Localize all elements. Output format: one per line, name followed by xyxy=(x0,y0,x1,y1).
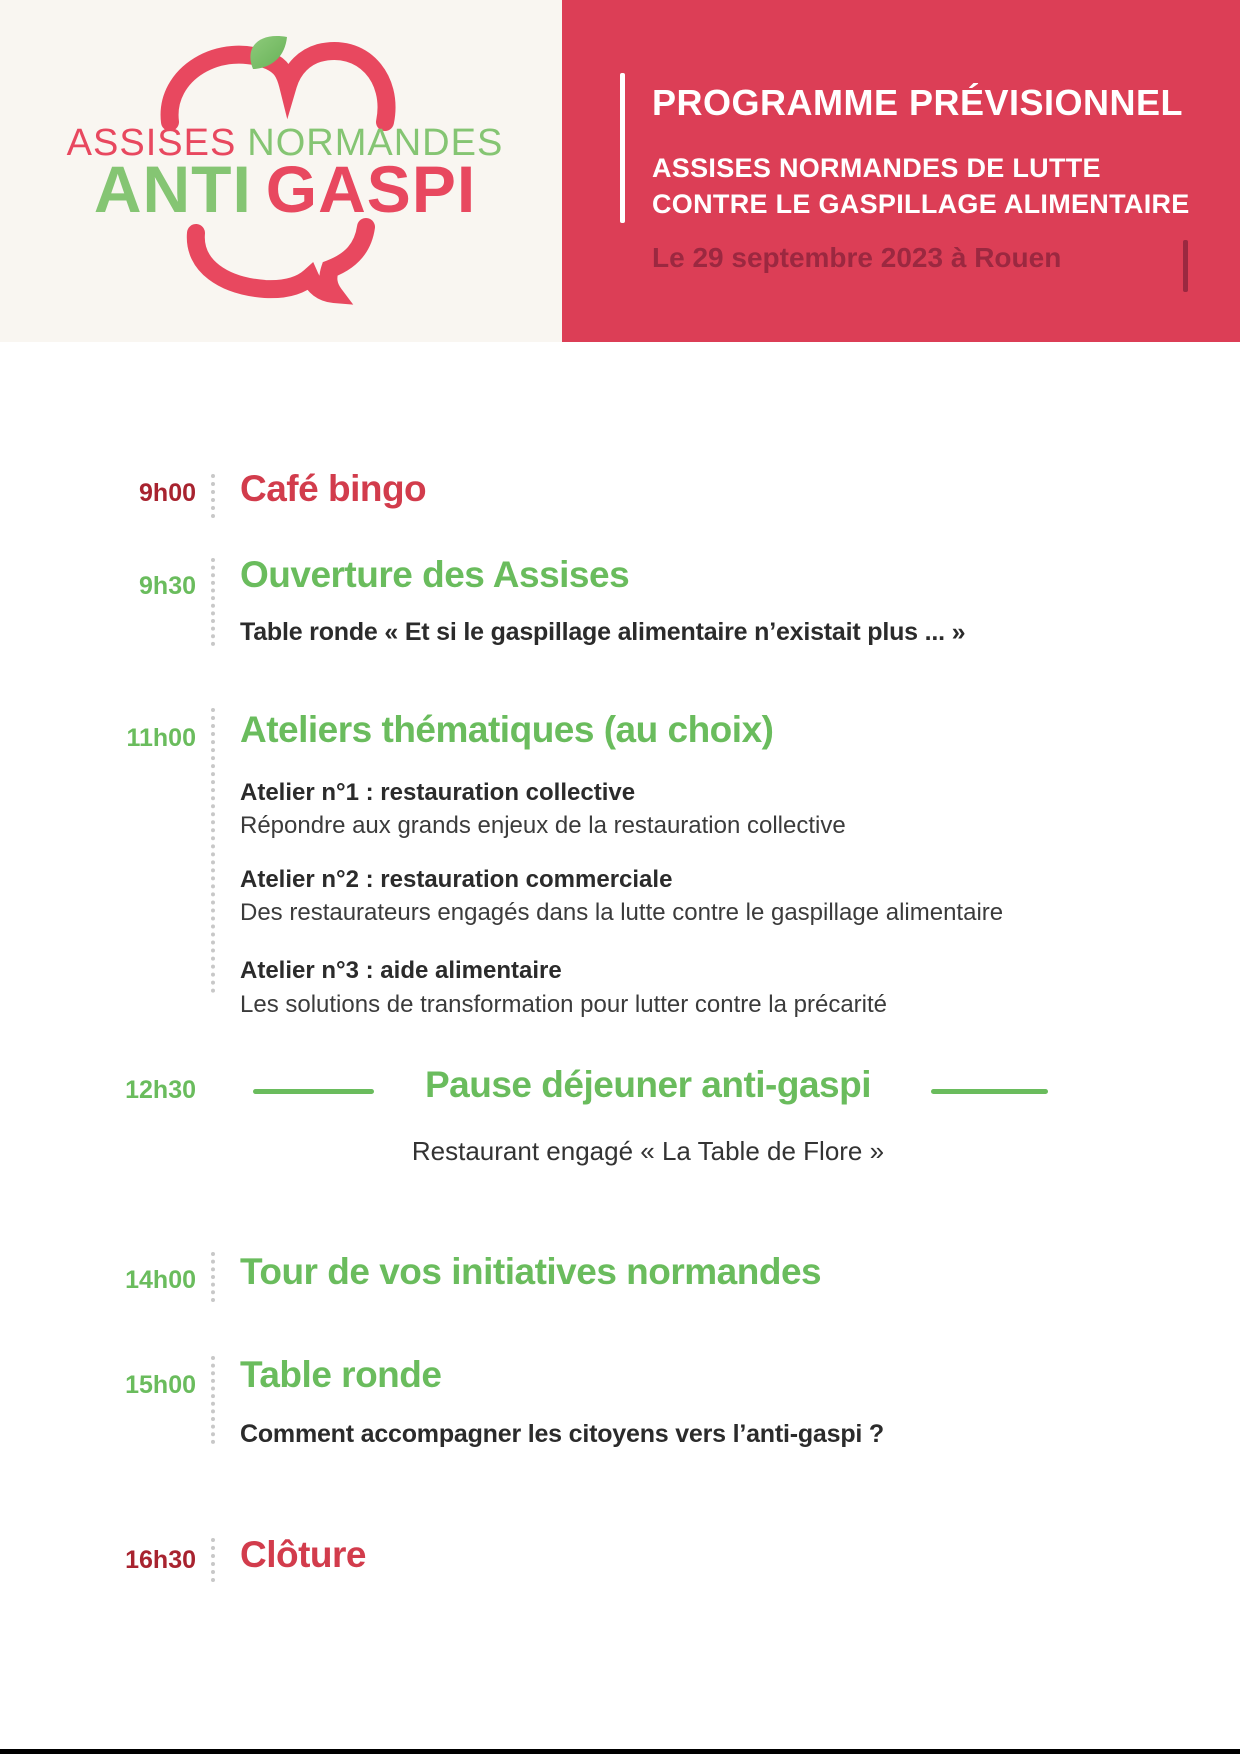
workshop-1-description: Répondre aux grands enjeux de la restauration collective xyxy=(240,812,846,839)
workshop-1-title: Atelier n°1 : restauration collective xyxy=(240,779,636,806)
banner-accent-bar xyxy=(620,73,625,223)
event-subtitle-citoyens: Comment accompagner les citoyens vers l’anti-gaspi ? xyxy=(240,1420,884,1448)
event-title-table-ronde: Table ronde xyxy=(240,1354,442,1395)
logo-wordmark-line2 xyxy=(55,152,515,226)
time-label-15h00: 15h00 xyxy=(125,1371,196,1399)
logo-word-assises: ASSISES xyxy=(66,122,237,164)
page-bottom-rule xyxy=(0,1749,1240,1754)
workshop-2-title: Atelier n°2 : restauration commerciale xyxy=(240,866,673,893)
lunch-rule-right xyxy=(931,1089,1048,1094)
dotted-divider xyxy=(211,708,215,993)
workshop-3-description: Les solutions de transformation pour lutter contre la précarité xyxy=(240,991,888,1018)
banner-tick-mark xyxy=(1183,240,1188,292)
event-subtitle-table-ronde-matin: Table ronde « Et si le gaspillage alimentaire n’existait plus ... » xyxy=(240,618,966,646)
workshop-3-title: Atelier n°3 : aide alimentaire xyxy=(240,957,562,984)
event-title-cafe-bingo: Café bingo xyxy=(240,468,427,509)
time-label-9h00: 9h00 xyxy=(139,479,196,507)
event-title-ateliers: Ateliers thématiques (au choix) xyxy=(240,709,774,750)
dotted-divider xyxy=(211,1538,215,1582)
page-title: PROGRAMME PRÉVISIONNEL xyxy=(652,82,1184,123)
time-label-14h00: 14h00 xyxy=(125,1266,196,1294)
apple-outline-icon xyxy=(170,51,387,122)
logo-word-normandes: NORMANDES xyxy=(247,122,504,164)
speech-bubble-icon xyxy=(196,227,366,294)
time-label-12h30: 12h30 xyxy=(125,1076,196,1104)
event-title-initiatives: Tour de vos initiatives normandes xyxy=(240,1251,822,1292)
dotted-divider xyxy=(211,1252,215,1302)
page-subtitle-line1: ASSISES NORMANDES DE LUTTE xyxy=(652,153,1101,183)
event-title-cloture: Clôture xyxy=(240,1534,366,1575)
header-banner xyxy=(562,0,1240,342)
time-label-9h30: 9h30 xyxy=(139,572,196,600)
event-date-location: Le 29 septembre 2023 à Rouen xyxy=(652,242,1062,273)
event-subtitle-restaurant: Restaurant engagé « La Table de Flore » xyxy=(411,1136,885,1166)
event-title-ouverture: Ouverture des Assises xyxy=(240,554,630,595)
page-subtitle xyxy=(652,150,1190,222)
logo-panel xyxy=(0,0,562,342)
event-title-pause-dejeuner: Pause déjeuner anti-gaspi xyxy=(424,1064,872,1105)
dotted-divider xyxy=(211,1356,215,1444)
page-subtitle-line2: CONTRE LE GASPILLAGE ALIMENTAIRE xyxy=(652,189,1190,219)
dotted-divider xyxy=(211,558,215,646)
dotted-divider xyxy=(211,474,215,518)
workshop-2-description: Des restaurateurs engagés dans la lutte contre le gaspillage alimentaire xyxy=(240,899,1004,926)
time-label-11h00: 11h00 xyxy=(126,724,196,752)
logo-word-gaspi: GASPI xyxy=(265,152,477,226)
logo-word-anti: ANTI xyxy=(93,152,252,226)
time-label-16h30: 16h30 xyxy=(125,1546,196,1574)
